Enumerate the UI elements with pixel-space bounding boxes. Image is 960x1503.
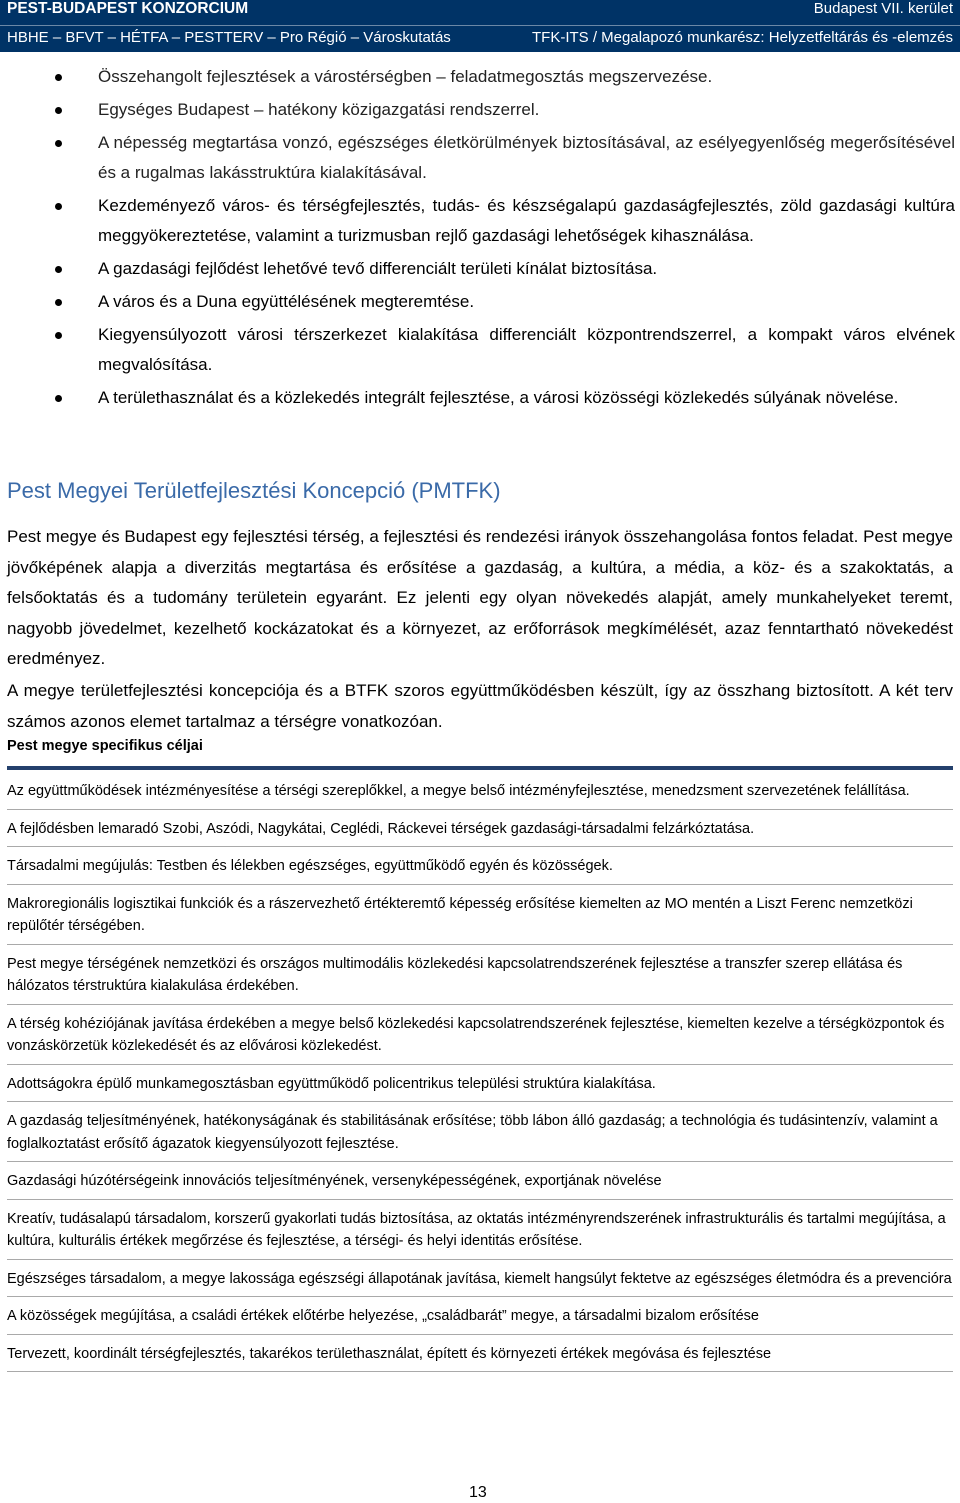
page-number: 13 bbox=[469, 1484, 487, 1501]
bullet-dot-icon bbox=[55, 395, 62, 402]
goal-row: A gazdaság teljesítményének, hatékonyságának és stabilitásának erősítése; több lábon álló gazdaság; a technológia és tudásintenzív, valamint a foglalkoztatást erősítő ágazatok kiegyensúlyozott fejlesztése. bbox=[7, 1102, 953, 1162]
bullet-item bbox=[55, 254, 955, 284]
bullet-dot-icon bbox=[55, 266, 62, 273]
goal-row: Kreatív, tudásalapú társadalom, korszerű gyakorlati tudás biztosítása, az oktatás intézményrendszerének infrastrukturális és tartalmi megújítása, a kultúra, kulturális értékek megőrzése és fejlesztése, a térségi- és helyi identitás erősítése. bbox=[7, 1200, 953, 1260]
header-divider bbox=[0, 25, 960, 26]
bullet-item bbox=[55, 383, 955, 413]
specific-goals-title: Pest megye specifikus céljai bbox=[7, 738, 203, 754]
goal-bullet-list bbox=[55, 62, 955, 416]
goal-row: Egészséges társadalom, a megye lakossága egészségi állapotának javítása, kiemelt hangsúlyt fektetve az egészséges életmódra és a prevencióra bbox=[7, 1260, 953, 1298]
bullet-item bbox=[55, 287, 955, 317]
bullet-text: A népesség megtartása vonzó, egészséges életkörülmények biztosításával, az esélyegyenlőség megerősítésével és a rugalmas lakásstruktúra kialakításával. bbox=[98, 133, 955, 182]
bullet-text: A területhasználat és a közlekedés integrált fejlesztése, a városi közösségi közlekedés súlyának növelése. bbox=[98, 388, 899, 407]
goal-row: A fejlődésben lemaradó Szobi, Aszódi, Nagykátai, Ceglédi, Ráckevei térségek gazdasági-társadalmi felzárkóztatása. bbox=[7, 810, 953, 848]
goal-row: Az együttműködések intézményesítése a térségi szereplőkkel, a megye belső intézményfejlesztése, menedzsment szervezetének felállítása. bbox=[7, 772, 953, 810]
bullet-dot-icon bbox=[55, 332, 62, 339]
header-doc-title: TFK-ITS / Megalapozó munkarész: Helyzetfeltárás és -elemzés bbox=[532, 29, 953, 46]
bullet-dot-icon bbox=[55, 74, 62, 81]
bullet-text: Egységes Budapest – hatékony közigazgatási rendszerrel. bbox=[98, 100, 540, 119]
bullet-text: A város és a Duna együttélésének megteremtése. bbox=[98, 292, 475, 311]
goal-row: Pest megye térségének nemzetközi és országos multimodális közlekedési kapcsolatrendszerének fejlesztése a transzfer szerep ellátása és hálózatos térstruktúra kialakulása érdekében. bbox=[7, 945, 953, 1005]
section-title: Pest Megyei Területfejlesztési Koncepció (PMTFK) bbox=[7, 478, 501, 503]
bullet-item bbox=[55, 191, 955, 251]
header-org: PEST-BUDAPEST KONZORCIUM bbox=[7, 0, 249, 17]
bullet-item bbox=[55, 128, 955, 188]
goal-row: Makroregionális logisztikai funkciók és a rászervezhető értékteremtő képesség erősítése kiemelten az MO mentén a Liszt Ferenc nemzetközi repülőtér térségében. bbox=[7, 885, 953, 945]
section-paragraph: Pest megye és Budapest egy fejlesztési térség, a fejlesztési és rendezési irányok összehangolása fontos feladat. Pest megye jövőképének alapja a diverzitás megtartása és erősítése a gazdaság, a kultúra, a média, a köz- és a szakoktatás, a felsőoktatás és a tudomány területein egyaránt. Ez jelenti egy olyan növekedés alapját, amely munkahelyeket teremt, nagyobb jövedelmet, kezelhető kockázatokat és a környezet, az erőforrások megkímélését, azaz fenntartható növekedést eredményez. bbox=[7, 527, 953, 668]
bullet-text: A gazdasági fejlődést lehetővé tevő differenciált területi kínálat biztosítása. bbox=[98, 259, 658, 278]
goal-row: A közösségek megújítása, a családi értékek előtérbe helyezése, „családbarát” megye, a társadalmi bizalom erősítése bbox=[7, 1297, 953, 1335]
goals-table-top-rule bbox=[7, 766, 953, 770]
bullet-dot-icon bbox=[55, 107, 62, 114]
page-header bbox=[0, 0, 960, 52]
bullet-dot-icon bbox=[55, 299, 62, 306]
goal-row: Tervezett, koordinált térségfejlesztés, takarékos területhasználat, épített és környezeti értékek megóvása és fejlesztése bbox=[7, 1335, 953, 1373]
section-paragraph: A megye területfejlesztési koncepciója és a BTFK szoros együttműködésben készült, így az összhang biztosított. A két terv számos azonos elemet tartalmaz a térségre vonatkozóan. bbox=[7, 681, 953, 731]
goal-row: Társadalmi megújulás: Testben és lélekben egészséges, együttműködő egyén és közösségek. bbox=[7, 847, 953, 885]
bullet-text: Összehangolt fejlesztések a várostérségben – feladatmegosztás megszervezése. bbox=[98, 67, 713, 86]
specific-goals-table bbox=[7, 772, 953, 1372]
header-partners: HBHE – BFVT – HÉTFA – PESTTERV – Pro Régió – Városkutatás bbox=[7, 29, 451, 46]
bullet-dot-icon bbox=[55, 203, 62, 210]
bullet-text: Kiegyensúlyozott városi térszerkezet kialakítása differenciált központrendszerrel, a kompakt város elvének megvalósítása. bbox=[98, 325, 955, 374]
bullet-item bbox=[55, 320, 955, 380]
goal-row: Adottságokra épülő munkamegosztásban együttműködő policentrikus települési struktúra kialakítása. bbox=[7, 1065, 953, 1103]
goal-row: Gazdasági húzótérségeink innovációs teljesítményének, versenyképességének, exportjának növelése bbox=[7, 1162, 953, 1200]
header-district: Budapest VII. kerület bbox=[813, 0, 953, 17]
bullet-item bbox=[55, 95, 955, 125]
bullet-text: Kezdeményező város- és térségfejlesztés, tudás- és készségalapú gazdaságfejlesztés, zöld gazdasági kultúra meggyökereztetése, valamint a turizmusban rejlő gazdasági lehetőségek kihasználása. bbox=[98, 196, 955, 245]
goal-row: A térség kohéziójának javítása érdekében a megye belső közlekedési kapcsolatrendszerének fejlesztése, kiemelten kezelve a térségközpontok és vonzáskörzetük közlekedését és az elővárosi közlekedést. bbox=[7, 1005, 953, 1065]
bullet-dot-icon bbox=[55, 140, 62, 147]
bullet-item bbox=[55, 62, 955, 92]
